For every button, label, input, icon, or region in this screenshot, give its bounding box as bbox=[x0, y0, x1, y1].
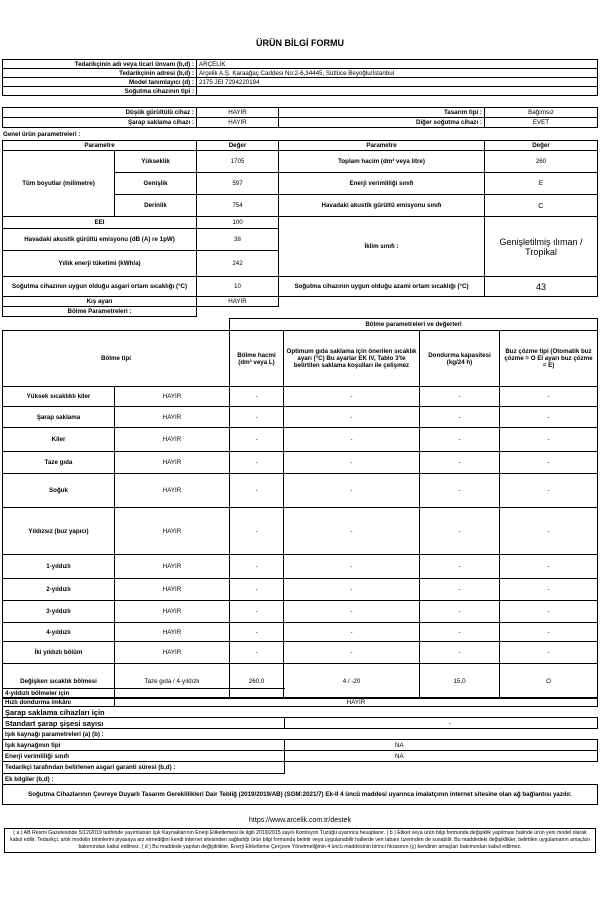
table-row: 2-yıldızlı HAYIR - - - - bbox=[3, 579, 598, 601]
climate-class-label: İklim sınıfı : bbox=[279, 217, 485, 277]
table-row: Yüksek sıcaklıklı kiler HAYIR - - - - bbox=[3, 387, 598, 407]
model-label: Model tanımlayıcı (d) : bbox=[3, 78, 197, 87]
dimensions-label: Tüm boyutlar (milimetre) bbox=[3, 151, 115, 217]
light-type-value: NA bbox=[285, 740, 598, 751]
light-type-label: Işık kaynağının tipi bbox=[3, 740, 285, 751]
supplier-name-label: Tedarikçinin adı veya ticari ünvanı (b,d) : bbox=[3, 60, 197, 69]
noise-class-value: C bbox=[485, 195, 598, 217]
height-label: Yükseklik bbox=[115, 151, 197, 173]
noise-emission-value: 38 bbox=[197, 229, 279, 251]
page-title: ÜRÜN BİLGİ FORMU bbox=[256, 38, 344, 48]
wine-count-value: - bbox=[285, 718, 598, 729]
table-row: İki yıldızlı bölüm HAYIR - - - - bbox=[3, 642, 598, 664]
table-row: Değişken sıcaklık bölmesi Taze gıda / 4-yıldızlı 260,0 4 / -20 15,0 O bbox=[3, 664, 598, 699]
energy-class-value: E bbox=[485, 173, 598, 195]
compartment-defrost-header: Buz çözme tipi (Otomatik buz çözme = O El ayarı buz çözme = E) bbox=[500, 331, 598, 387]
table-row: Kiler HAYIR - - - - bbox=[3, 428, 598, 452]
other-device-value: EVET bbox=[485, 118, 598, 128]
table-row: Yıldızsız (buz yapıcı) HAYIR - - - - bbox=[3, 508, 598, 555]
compartment-type-header: Bölme tipi bbox=[3, 331, 230, 387]
compartment-volume-header: Bölme hacmi (dm³ veya L) bbox=[230, 331, 284, 387]
four-star-title: 4-yıldızlı bölmeler için bbox=[3, 689, 285, 698]
winter-setting-value: HAYIR bbox=[197, 297, 279, 307]
bottom-table bbox=[2, 688, 598, 805]
table-row: Taze gıda HAYIR - - - - bbox=[3, 452, 598, 474]
eei-label: EEI bbox=[3, 217, 197, 229]
wine-device-value: HAYIR bbox=[197, 118, 279, 128]
supplier-address-label: Tedarikçinin adresi (b,d) : bbox=[3, 69, 197, 78]
wine-device-label: Şarap saklama cihazı : bbox=[3, 118, 197, 128]
support-link[interactable]: https://www.arcelik.com.tr/destek bbox=[249, 817, 351, 824]
table-row: 3-yıldızlı HAYIR - - - - bbox=[3, 601, 598, 623]
col-value-header: Değer bbox=[197, 141, 279, 151]
supplier-address-value: Arçelik A.Ş. Karaağaç Caddesi No:2-6,34445, Sütlüce Beyoğlu/İstanbul bbox=[197, 69, 598, 78]
supplier-name-value: ARÇELİK bbox=[197, 60, 598, 69]
general-params-table bbox=[2, 140, 598, 317]
min-ambient-temp-label: Soğutma cihazının uygun olduğu asgari ortam sıcaklığı (°C) bbox=[3, 277, 197, 297]
total-volume-label: Toplam hacim (dm³ veya litre) bbox=[279, 151, 485, 173]
supplier-table bbox=[2, 59, 598, 96]
design-type-label: Tasarım tipi : bbox=[279, 108, 485, 118]
warranty-label: Tedarikçi tarafından belirlenen asgari garanti süresi (b,d) : bbox=[3, 762, 285, 774]
light-class-value: NA bbox=[285, 751, 598, 762]
compartment-section-title: Bölme Parametreleri : bbox=[3, 307, 197, 317]
table-row: Soğuk HAYIR - - - - bbox=[3, 474, 598, 508]
col-value-header-2: Değer bbox=[485, 141, 598, 151]
max-ambient-temp-value: 43 bbox=[485, 277, 598, 297]
general-section-title: Genel ürün parametreleri : bbox=[3, 131, 81, 138]
wine-title: Şarap saklama cihazları için bbox=[3, 707, 285, 718]
compartment-freeze-header: Dondurma kapasitesi (kg/24 h) bbox=[420, 331, 500, 387]
light-class-label: Enerji verimliliği sınıfı bbox=[3, 751, 285, 762]
table-row: 4-yıldızlı HAYIR - - - - bbox=[3, 623, 598, 642]
design-type-value: Bağımsız bbox=[485, 108, 598, 118]
depth-value: 754 bbox=[197, 195, 279, 217]
depth-label: Derinlik bbox=[115, 195, 197, 217]
width-value: 597 bbox=[197, 173, 279, 195]
fast-freeze-value: HAYIR bbox=[115, 698, 598, 707]
compartment-table bbox=[2, 318, 598, 699]
annual-energy-value: 242 bbox=[197, 251, 279, 277]
device-type-table bbox=[2, 107, 598, 128]
height-value: 1705 bbox=[197, 151, 279, 173]
table-row: Şarap saklama HAYIR - - - - bbox=[3, 407, 598, 428]
max-ambient-temp-label: Soğutma cihazının uygun olduğu azami ortam sıcaklığı (°C) bbox=[279, 277, 485, 297]
annual-energy-label: Yıllık enerji tüketimi (kWh/a) bbox=[3, 251, 197, 277]
compartment-temp-header: Optimum gıda saklama için önerilen sıcaklık ayarı (°C) Bu ayarlar EK IV, Tablo 3'te belirtilen saklama koşulları ile çelişmez bbox=[284, 331, 420, 387]
col-param-header: Parametre bbox=[3, 141, 197, 151]
device-type-label: Soğutma cihazının tipi : bbox=[3, 87, 197, 96]
energy-class-label: Enerji verimliliği sınıfı bbox=[279, 173, 485, 195]
noise-emission-label: Havadaki akustik gürültü emisyonu (dB (A) re 1pW) bbox=[3, 229, 197, 251]
low-noise-value: HAYIR bbox=[197, 108, 279, 118]
footnote: ( a ) AB Resmi Gazetesinde 5/12/2019 tarihinde yayımlanan Işık Kaynaklarının Enerji Etiketlemesi ile ilgili 2019/2015 sayılı Komisyon Tüzüğü uyarınca hesaplanır. ( b ) Etiket veya ürün bilgi formunda değişiklik yapılması halinde ürün yeni model olarak kabul edilir. Tedarikçi, artık modelin birimlerini piyasaya arz etmediğini kendi internet sitesinden sağladığı ürün bilgi formunda belirtir veya uygulanabilir hallerde veri tabanı üzerinden de sunabilir. Bu maddedeki değişiklikler, belirtilen uygulamanın amaçları bakımından kabul edilmez. ( d ) Bu maddede yapılan değişiklikler, Enerji Etiketleme Çerçeve Yönetmeliğinin 4 üncü maddesinin birinci fıkrasının (ç) bendinin amaçları bakımından kabul edilmez. bbox=[4, 828, 596, 853]
eei-value: 100 bbox=[197, 217, 279, 229]
wine-count-label: Standart şarap şişesi sayısı bbox=[3, 718, 285, 729]
table-row: 1-yıldızlı HAYIR - - - - bbox=[3, 555, 598, 579]
extra-info-label: Ek bilgiler (b,d) : bbox=[3, 774, 285, 785]
light-source-title: Işık kaynağı parametreleri (a) (b) : bbox=[3, 729, 285, 740]
fast-freeze-label: Hızlı dondurma imkânı bbox=[3, 698, 115, 707]
width-label: Genişlik bbox=[115, 173, 197, 195]
min-ambient-temp-value: 10 bbox=[197, 277, 279, 297]
other-device-label: Diğer soğutma cihazı : bbox=[279, 118, 485, 128]
low-noise-label: Düşük gürültülü cihaz : bbox=[3, 108, 197, 118]
winter-setting-label: Kış ayarı bbox=[3, 297, 197, 307]
model-value: 2175 JEI 7294220194 bbox=[197, 78, 598, 87]
extra-info-text: Soğutma Cihazlarının Çevreye Duyarlı Tasarım Gereklilikleri Dair Tebliğ (2019/2019/AB) (SGM:2021/7) Ek-II 4 üncü maddesi uyarınca imalatçının internet sitesine olan ağ bağlantısı yazılır. bbox=[3, 785, 598, 805]
noise-class-label: Havadaki akustik gürültü emisyonu sınıfı bbox=[279, 195, 485, 217]
climate-class-value: Genişletilmiş ılıman / Tropikal bbox=[485, 217, 598, 277]
col-param-header-2: Parametre bbox=[279, 141, 485, 151]
device-type-value bbox=[197, 87, 598, 96]
total-volume-value: 260 bbox=[485, 151, 598, 173]
compartment-group-header: Bölme parametreleri ve değerleri bbox=[230, 319, 598, 331]
